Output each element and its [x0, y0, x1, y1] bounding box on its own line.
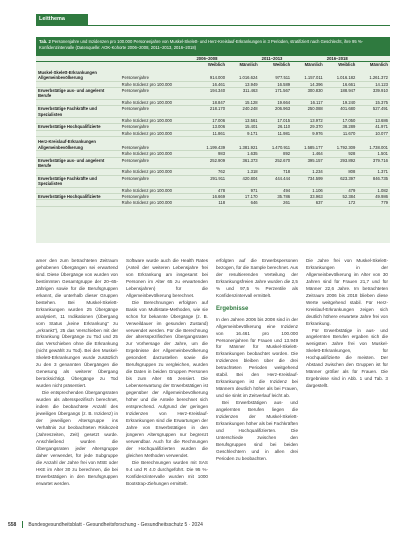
paragraph: Software wurde auch die Health Rates (Anteil der weiteren Lebensjahre frei von Erkrankung am insgesamt bei Personen im Alter 65 zu erwartenden Lebensjahren) für die Allgemeinbevölkerung berechnet.: [126, 258, 208, 298]
table-cell: 252.670: [260, 157, 293, 169]
row-measure: Personenjahre: [120, 193, 195, 199]
page-number: 558: [8, 521, 17, 528]
paragraph: Die entsprechenden Übergangsraten wurden als altersspezifisch berechnet, indem die beobachtete Anzahl des jeweiligen Übergangs (z. B. Inzidenz) in der jeweiligen Altersgruppe ins Verhältnis zur beobachteten Risikozeit (Jahreszeiten, Zeit) gesetzt wurde. Anschließend wurden die Übergangsraten jeder Altersgruppe daher verwendet, für jede Subgruppe die Anzahl der Jahre frei von MSE oder HKE im Alter 30 zu berechnen, die bei Erwerbstätigen in den Berufsgruppen erwartet werden.: [36, 390, 118, 486]
table-cell: 14.123: [357, 81, 390, 87]
table-cell: 734.599: [292, 175, 325, 187]
row-group-label: Allgemeinbevölkerung: [36, 145, 120, 151]
table-cell: 172: [325, 200, 358, 206]
table-caption-label: Tab. 2: [39, 39, 51, 44]
table-cell: 11.981: [260, 130, 293, 136]
table-cell: 13.561: [227, 118, 260, 124]
table-cell: 914.000: [194, 75, 227, 81]
row-measure: Rohe Inzidenz pro 100.000: [120, 118, 195, 124]
row-measure: Rohe Inzidenz pro 100.000: [120, 200, 195, 206]
table-section-title: Herz-Kreislauf-Erkrankungen: [38, 139, 96, 145]
table-cell: 261: [260, 200, 293, 206]
table-cell: 808: [325, 169, 358, 175]
row-measure: Personenjahre: [120, 106, 195, 118]
table-cell: 11.670: [325, 130, 358, 136]
table-cell: 444.444: [260, 175, 293, 187]
paragraph: Die Berechnungen wurden mit SAS 9.4 und R 4.0 durchgeführt. Die 95 %-Konfidenzintervalle wurden mit 1000 Bootstrap-Ziehungen ermittelt.: [126, 459, 208, 486]
table-cell: 1.470.911: [260, 145, 293, 151]
table-cell: 478: [194, 187, 227, 193]
table-cell: 983: [194, 151, 227, 157]
row-measure: Rohe Inzidenz pro 100.000: [120, 151, 195, 157]
paragraph: Die Jahre frei von Muskel-Skelett-Erkrankungen in der Allgemeinbevölkerung im Alter von 30 Jahren sind für Frauen 21,7 und für Männer 22,6 Jahre. Im betrachteten Zeitraum 2006 bis 2018 blieben diese Werte weitgehend stabil. Für Herz-Kreislauf-Erkrankungen zeigen sich deutlich höhere erwartete Jahre frei von Erkrankung.: [306, 258, 388, 326]
table-cell: 1.792.309: [325, 145, 358, 151]
row-measure: Rohe Inzidenz pro 100.000: [120, 187, 195, 193]
row-group-label: Erwerbstätige aus- und angelernt Berufe: [36, 88, 120, 100]
table-cell: 13.949: [227, 81, 260, 87]
table-cell: 892: [260, 151, 293, 157]
table-cell: 1.464: [292, 151, 325, 157]
row-group-label: Erwerbstätige Hochqualifizierte: [36, 124, 120, 130]
table-cell: 361.373: [227, 157, 260, 169]
table-cell: 300.830: [292, 88, 325, 100]
table-section-title: Muskel-Skelett-Erkrankungen: [38, 69, 97, 75]
table-cell: 250.088: [292, 106, 325, 118]
table-cell: 646: [227, 200, 260, 206]
table-cell: 17.050: [325, 118, 358, 124]
table-cell: 846.735: [357, 175, 390, 187]
table-cell: 527.491: [357, 106, 390, 118]
table-cell: 252.909: [194, 157, 227, 169]
row-measure: Rohe Inzidenz pro 100.000: [120, 130, 195, 136]
table-cell: 1.261.372: [357, 75, 390, 81]
table-cell: 52.384: [325, 193, 358, 199]
table-cell: 19.664: [260, 99, 293, 105]
table-cell: 1.738.001: [357, 145, 390, 151]
table-cell: 38.289: [325, 124, 358, 130]
row-group-label: Erwerbstätige Fachkräfte und Spezialisten: [36, 175, 120, 187]
sex-header: Männlich: [369, 62, 388, 68]
text-column-1: [36, 258, 118, 487]
table-cell: 218.170: [194, 106, 227, 118]
row-measure: Personenjahre: [120, 75, 195, 81]
table-cell: 379.716: [357, 157, 390, 169]
table-caption-text: Personenjahre und Inzidenzen pro 100.000 Personenjahre von Muskel-Skelett- und Herz-Kreislauf-Erkrankungen in 3 Perioden, stratifiziert nach Geschlecht, ihre 95 %-Konfidenzintervalle (Datenquelle: AOK-Kohorte 2006–2008, 2011–2013, 2016–2018): [39, 39, 363, 50]
table-cell: 33.963: [292, 193, 325, 199]
table-cell: 311.463: [227, 88, 260, 100]
table-cell: 11.861: [194, 130, 227, 136]
table-row: [36, 88, 390, 100]
table-cell: 293.892: [325, 157, 358, 169]
table-cell: 1.106: [292, 187, 325, 193]
table-cell: 171.567: [260, 88, 293, 100]
paragraph: In den Jahren 2006 bis 2008 sind in der Allgemeinbevölkerung eine Inzidenz von 16.461 pro 100.000 Personenjahren für Frauen und 13.949 für Männer für Muskel-Skelett-Erkrankungen beobachtet worden. Die Inzidenzen bleiben über die drei betrachteten Perioden weitgehend stabil. Bei den Herz-Kreislauf-Erkrankungen ist die Inzidenz bei Männern deutlich höher als bei Frauen, und sie sinkt im Zeitverlauf leicht ab.: [216, 316, 298, 399]
table-cell: 9.976: [292, 130, 325, 136]
table-cell: 16.461: [194, 81, 227, 87]
table-cell: 17.170: [227, 193, 260, 199]
table-cell: 1.016.624: [227, 75, 260, 81]
table-cell: 17.006: [194, 118, 227, 124]
row-measure: Personenjahre: [120, 145, 195, 151]
paragraph: Bei Erwerbstätigen aus- und angelernten Berufen liegen die Inzidenzen der Muskel-Skelett-Erkrankungen höher als bei Fachkräften und Hochqualifizierten. Die Unterschiede zwischen den Berufsgruppen sind bei beiden Geschlechtern und in allen drei Perioden zu beobachten.: [216, 400, 298, 461]
table-cell: 14.396: [292, 81, 325, 87]
sex-header: Männlich: [304, 62, 323, 68]
table-cell: 16.661: [325, 81, 358, 87]
table-cell: 188.947: [325, 88, 358, 100]
row-measure: Personenjahre: [120, 175, 195, 187]
table-cell: 10.077: [357, 130, 390, 136]
row-measure: Rohe Inzidenz pro 100.000: [120, 81, 195, 87]
header-rule: [36, 25, 390, 26]
paragraph: erfolgten auf die Erwerbspersonen bezogen, für die Sample berechnet. Aus der resultierenden Verteilung der Erkrankungsfreien Jahre wurden die 2,5 % und 97,5 % Perzentile als Konfidenzintervall ermittelt.: [216, 258, 298, 298]
table-cell: 13.972: [292, 118, 325, 124]
table-cell: 1.199.439: [194, 145, 227, 151]
table-cell: 118: [194, 200, 227, 206]
row-group-label: Erwerbstätige Hochqualifizierte: [36, 193, 120, 199]
table-cell: 15.401: [227, 124, 260, 130]
table-cell: 1.585.177: [292, 145, 325, 151]
table-cell: 420.804: [227, 175, 260, 187]
paragraph: Für Erwerbstätige in aus- und angelernten Berufen ergaben sich die wenigsten Jahre frei von Muskel-Skelett-Erkrankungen, für Hochqualifizierte die meisten. Der Abstand zwischen den Gruppen ist für Männer größer als für Frauen. Die Ergebnisse sind in Abb. 1 und Tab. 3 dargestellt.: [306, 327, 388, 389]
text-column-3: [216, 258, 298, 463]
table-cell: 15.128: [227, 99, 260, 105]
row-measure: Rohe Inzidenz pro 100.000: [120, 99, 195, 105]
table-cell: 29.370: [292, 124, 325, 130]
table-cell: 16.669: [194, 193, 227, 199]
section-tab: Leitthema: [36, 14, 88, 25]
row-measure: Personenjahre: [120, 157, 195, 169]
table-row: [36, 200, 390, 206]
table-cell: 1.371: [357, 169, 390, 175]
incidence-table: [36, 56, 390, 207]
table-cell: 623.397: [325, 175, 358, 187]
results-heading: Ergebnisse: [216, 305, 249, 312]
period-header: 2011–2013: [260, 56, 325, 62]
table-cell: 16.117: [292, 99, 325, 105]
table-row: [36, 175, 390, 187]
table-cell: 194.340: [194, 88, 227, 100]
page-footer: [8, 521, 203, 528]
table-cell: 977.511: [260, 75, 293, 81]
sex-header: Weiblich: [338, 62, 356, 68]
table-cell: 1.234: [292, 169, 325, 175]
table-cell: 16.589: [260, 81, 293, 87]
row-measure: Rohe Inzidenz pro 100.000: [120, 169, 195, 175]
paragraph: amer den zum betrachteten Zeitraum gehobenen Übergängen sei erwartend sind. Diese Übergänge von wurden von bestimmten Gesamtgruppe der 20–65-Jährigen sowie für die Berufsgruppen erkannt, die unterhalb dieser Gruppen bestehen. Bei Muskel-Skelett-Erkrankungen wurden 25 Übergänge analysiert, 11 Indikationen (Übergang vom Status „keine Erkrankung“ zu „erkrankt“), 25 das Verschieben mit der Erkrankung Übergänge zu Tod und 25 das Verschieben ohne die Erkrankung (nicht gewählt zu Tod). Bei den Muskel-Skelett-Erkrankungen wurde zusätzlich zu den 3 genannten Übergängen die Genesung als weiterer Übergang berücksichtigt. Übergänge zu Tod wurden nicht präsentiert.: [36, 258, 118, 389]
table-cell: 1.082: [357, 187, 390, 193]
table-section-row: [36, 68, 390, 75]
table-cell: 19.240: [325, 99, 358, 105]
table-cell: 35.786: [260, 193, 293, 199]
table-cell: 494: [260, 187, 293, 193]
footer-divider: [22, 521, 23, 528]
table-section-row: [36, 137, 390, 145]
table-cell: 401.680: [325, 106, 358, 118]
row-group-label: Erwerbstätige aus- und angelernt Berufe: [36, 157, 120, 169]
data-table-panel: [36, 37, 390, 243]
article-body: [36, 258, 390, 516]
table-row: [36, 157, 390, 169]
table-body: [36, 68, 390, 206]
table-row: [36, 106, 390, 118]
table-cell: 9.171: [227, 130, 260, 136]
paragraph: Die Berechnungen erfolgten auf Basis von Multistate-Methoden, wie sie schon für bekannte Übergänge (z. B. Verweildauer im gesunden Zustand) verwendet werden. Für die Berechnung der altersspezifischen Übergangsraten zur Vorhersage der Jahre, um die Ergebnisse der Allgemeinbevölkerung gesondert darzustellen sowie die Berufsgruppen zu vergleichen, wurden die Daten in beiden Gruppen Personen bis zum Alter 65 zensiert. Die Lebenserwartung der Erwerbstätigen ist gegenüber der Allgemeinbevölkerung höher und die Anteile berechnet sich entsprechend. Aufgrund der geringen Inzidenzen von Herz-Kreislauf-Erkrankungen sind die Erwartungen der Jahre von Erwerbstätigen in den jüngeren Altersgruppen nur begrenzt verwendbar. Auch für die Rechnungen der Hochqualifizierten wurden die gleichen Methoden verwendet.: [126, 299, 208, 458]
table-cell: 13.686: [357, 118, 390, 124]
table-cell: 479: [325, 187, 358, 193]
table-cell: 206.963: [260, 106, 293, 118]
table-cell: 1.381.921: [227, 145, 260, 151]
table-cell: 779: [357, 200, 390, 206]
sex-header: Männlich: [239, 62, 258, 68]
row-measure: Personenjahre: [120, 124, 195, 130]
table-caption: [36, 37, 390, 56]
table-cell: 339.910: [357, 88, 390, 100]
row-group-label: [36, 200, 120, 206]
sex-header: Weiblich: [207, 62, 226, 68]
table-cell: 971: [227, 187, 260, 193]
row-group-label: Allgemeinbevölkerung: [36, 75, 120, 81]
table-cell: 1.016.182: [325, 75, 358, 81]
table-cell: 718: [260, 169, 293, 175]
table-cell: 637: [292, 200, 325, 206]
row-group-label: Erwerbstätige Fachkräfte und Spezialisten: [36, 106, 120, 118]
journal-name: Bundesgesundheitsblatt - Gesundheitsforschung - Gesundheitsschutz 5 · 2024: [28, 521, 203, 528]
table-cell: 18.847: [194, 99, 227, 105]
table-cell: 17.015: [260, 118, 293, 124]
table-cell: 928: [325, 151, 358, 157]
table-cell: 240.248: [227, 106, 260, 118]
sex-header: Weiblich: [273, 62, 291, 68]
period-header: 2006–2008: [194, 56, 259, 62]
table-cell: 1.157.011: [292, 75, 325, 81]
row-measure: Personenjahre: [120, 88, 195, 100]
table-cell: 1.635: [227, 151, 260, 157]
period-header: 2016–2018: [325, 56, 390, 62]
table-cell: 1.318: [227, 169, 260, 175]
table-cell: 291.911: [194, 175, 227, 187]
table-cell: 26.110: [260, 124, 293, 130]
text-column-4: [306, 258, 388, 390]
table-cell: 41.971: [357, 124, 390, 130]
table-cell: 13.006: [194, 124, 227, 130]
table-cell: 1.501: [357, 151, 390, 157]
table-cell: 395.157: [292, 157, 325, 169]
table-cell: 762: [194, 169, 227, 175]
table-cell: 15.375: [357, 99, 390, 105]
text-column-2: [126, 258, 208, 487]
table-cell: 49.986: [357, 193, 390, 199]
